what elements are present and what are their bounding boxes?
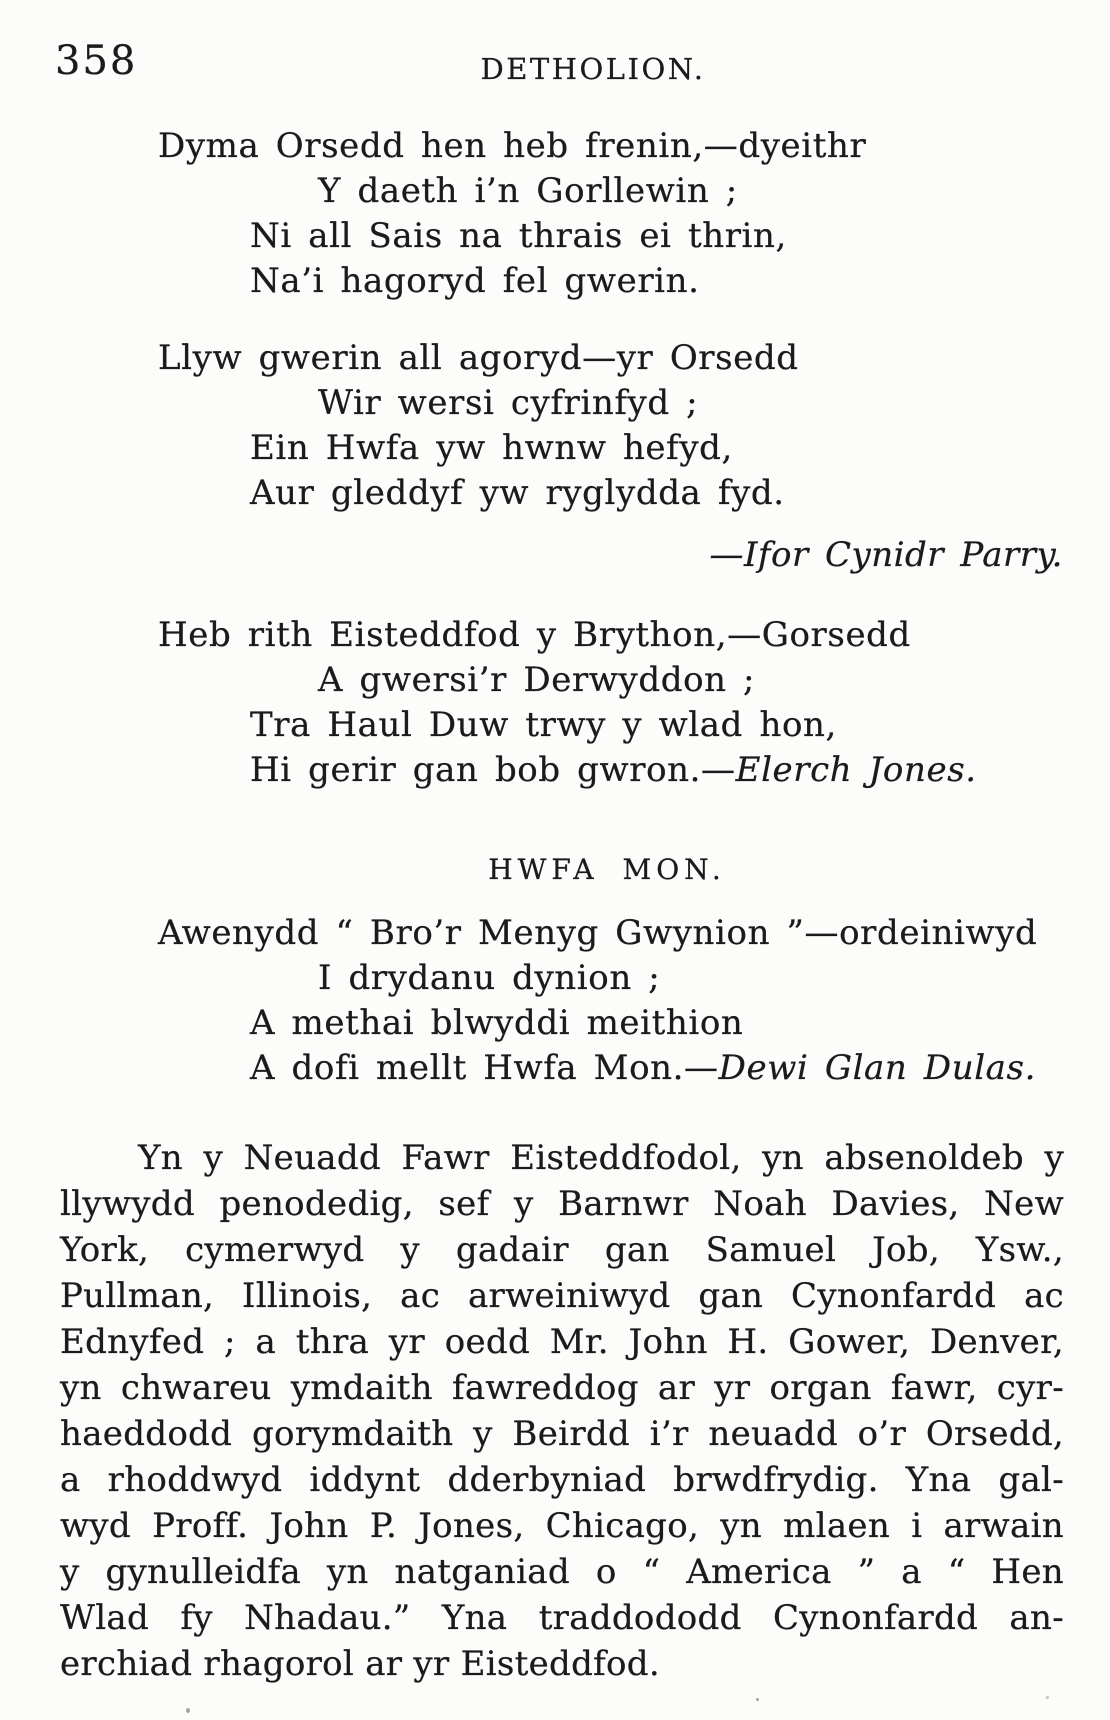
scan-speck — [756, 1698, 759, 1701]
running-head: DETHOLION. — [480, 52, 706, 86]
page-number: 358 — [55, 38, 138, 84]
scan-speck — [1046, 1696, 1049, 1699]
prose-line: Yn y Neuadd Fawr Eisteddfodol, yn absenoldeb y — [138, 1138, 1064, 1178]
poem-stanza-2 — [158, 336, 1063, 578]
prose-line: a rhoddwyd iddynt dderbyniad brwdfrydig. Yna gal- — [60, 1460, 1064, 1500]
poem-line — [250, 1046, 1063, 1091]
poem-line: Y daeth i’n Gorllewin ; — [318, 171, 738, 211]
poem-line: Wir wersi cyfrinfyd ; — [318, 383, 699, 423]
prose-line: yn chwareu ymdaith fawreddog ar yr organ fawr, cyr- — [60, 1368, 1064, 1408]
poem-line: Awenydd “ Bro’r Menyg Gwynion ”—ordeiniwyd — [158, 913, 1038, 953]
poem-stanza-3 — [158, 613, 1063, 793]
prose-line: Wlad fy Nhadau.” Yna traddododd Cynonfardd an- — [60, 1598, 1064, 1638]
poem-line: Ni all Sais na thrais ei thrin, — [250, 216, 787, 256]
prose-line: y gynulleidfa yn natganiad o “ America ” a “ Hen — [60, 1552, 1064, 1592]
poem-line: Aur gleddyf yw ryglydda fyd. — [250, 473, 785, 513]
prose-line: Pullman, Illinois, ac arweiniwyd gan Cynonfardd ac — [60, 1276, 1064, 1316]
poem-line: Llyw gwerin all agoryd—yr Orsedd — [158, 338, 799, 378]
poem-line: I drydanu dynion ; — [318, 958, 661, 998]
prose-line: erchiad rhagorol ar yr Eisteddfod. — [60, 1644, 660, 1684]
poem-line: A gwersi’r Derwyddon ; — [318, 660, 756, 700]
poem-line: Ein Hwfa yw hwnw hefyd, — [250, 428, 733, 468]
scan-speck — [186, 1708, 190, 1713]
attribution-author: Dewi Glan Dulas. — [718, 1048, 1036, 1088]
poem-line-text: Hi gerir gan bob gwron.— — [250, 750, 736, 790]
prose-paragraph — [60, 1135, 1064, 1687]
poem-line: Na’i hagoryd fel gwerin. — [250, 261, 700, 301]
poem-stanza-1 — [158, 124, 1063, 304]
prose-line: llywydd penodedig, sef y Barnwr Noah Davies, New — [60, 1184, 1064, 1224]
prose-line: haeddodd gorymdaith y Beirdd i’r neuadd o’r Orsedd, — [60, 1414, 1064, 1454]
poem-line: Heb rith Eisteddfod y Brython,—Gorsedd — [158, 615, 911, 655]
prose-line: Ednyfed ; a thra yr oedd Mr. John H. Gower, Denver, — [60, 1322, 1064, 1362]
poem-line: Tra Haul Duw trwy y wlad hon, — [250, 705, 837, 745]
section-heading: HWFA MON. — [488, 853, 726, 886]
prose-line: York, cymerwyd y gadair gan Samuel Job, Ysw., — [60, 1230, 1064, 1270]
prose-line: wyd Proff. John P. Jones, Chicago, yn mlaen i arwain — [60, 1506, 1064, 1546]
poem-line: Dyma Orsedd hen heb frenin,—dyeithr — [158, 126, 867, 166]
poem-line-text: A dofi mellt Hwfa Mon.— — [250, 1048, 719, 1088]
poem-line — [250, 748, 1063, 793]
poem-stanza-4 — [158, 911, 1063, 1091]
poem-line: A methai blwyddi meithion — [250, 1003, 744, 1043]
attribution-author: Elerch Jones. — [735, 750, 977, 790]
poem-attribution: —Ifor Cynidr Parry. — [709, 535, 1063, 575]
